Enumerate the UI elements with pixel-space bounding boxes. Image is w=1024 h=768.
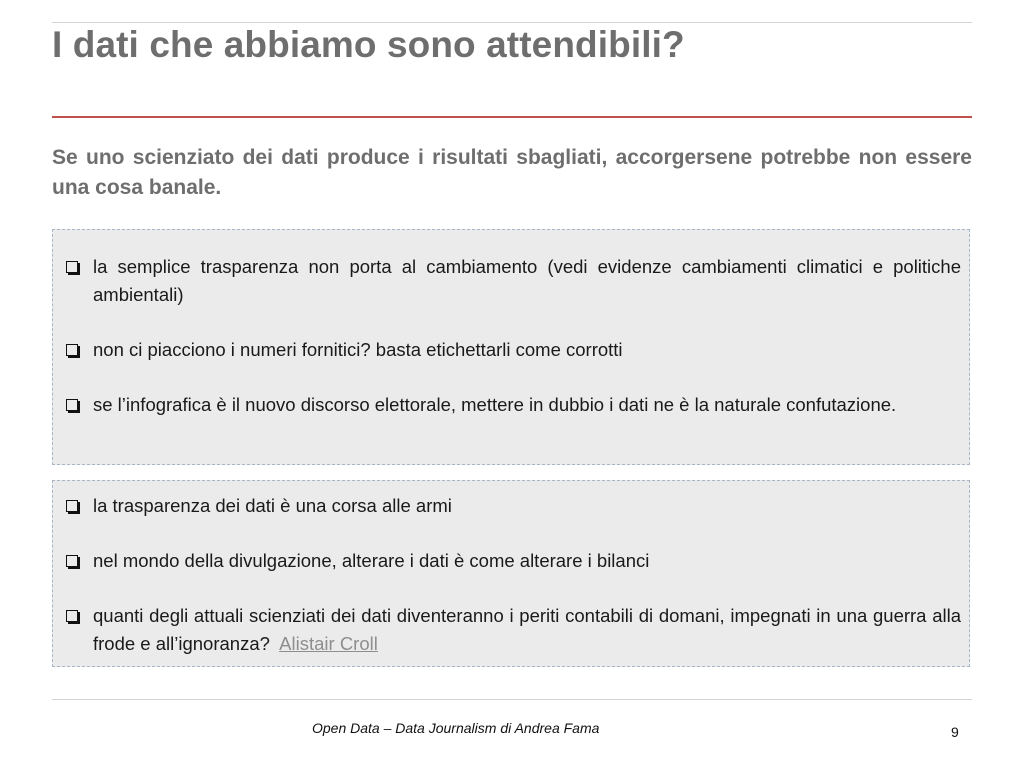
list-item-text: la trasparenza dei dati è una corsa alle armi [93, 495, 452, 516]
list-item-sentence: quanti degli attuali scienziati dei dati diventeranno i periti contabili di domani, impegnati in una guerra alla frode e all’ignoranza? [93, 605, 961, 654]
list-item-text: nel mondo della divulgazione, alterare i dati è come alterare i bilanci [93, 550, 650, 571]
bullet-box-1 [52, 229, 970, 465]
list-item [65, 336, 961, 364]
list-item-text: se l’infografica è il nuovo discorso elettorale, mettere in dubbio i dati ne è la naturale confutazione. [93, 394, 897, 415]
list-item [65, 492, 961, 520]
slide-subtitle: Se uno scienziato dei dati produce i risultati sbagliati, accorgersene potrebbe non essere una cosa banale. [52, 146, 972, 199]
alistair-croll-link[interactable]: Alistair Croll [279, 633, 378, 654]
bullet-box-2 [52, 480, 970, 667]
footer-divider [52, 699, 972, 700]
top-divider [52, 22, 972, 23]
footer-text: Open Data – Data Journalism di Andrea Fama [312, 720, 600, 736]
list-item-text: non ci piacciono i numeri fornitici? basta etichettarli come corrotti [93, 339, 623, 360]
checkbox-bullet-icon [65, 336, 93, 364]
list-item [65, 391, 961, 419]
list-item [65, 547, 961, 575]
checkbox-bullet-icon [65, 391, 93, 419]
checkbox-bullet-icon [65, 547, 93, 575]
checkbox-bullet-icon [65, 253, 93, 281]
page-number: 9 [951, 724, 959, 740]
slide-title: I dati che abbiamo sono attendibili? [52, 24, 685, 65]
list-item-text [93, 602, 961, 658]
checkbox-bullet-icon [65, 602, 93, 630]
list-item-text: la semplice trasparenza non porta al cambiamento (vedi evidenze cambiamenti climatici e politiche ambientali) [93, 256, 961, 305]
list-item [65, 602, 961, 658]
list-item [65, 253, 961, 309]
title-underline [52, 116, 972, 118]
checkbox-bullet-icon [65, 492, 93, 520]
